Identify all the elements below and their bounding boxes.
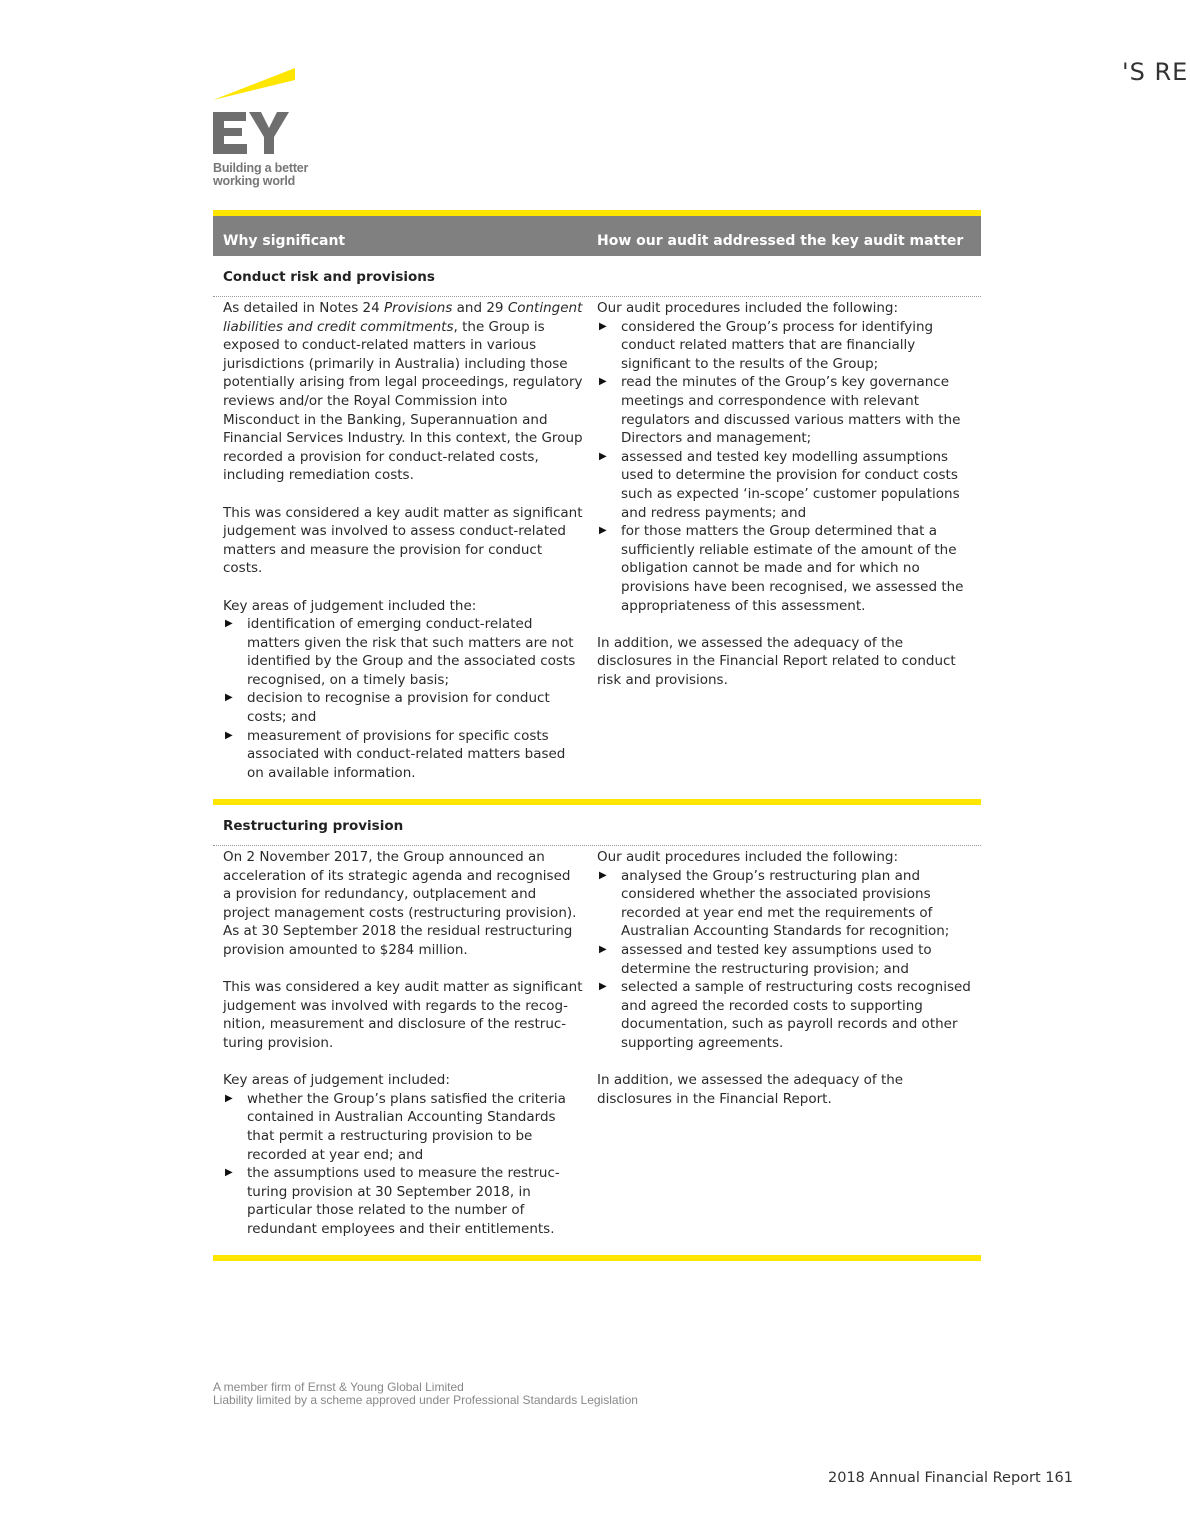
bullet-list — [223, 1090, 583, 1239]
paragraph: This was considered a key audit matter as significant judgement was involved to assess conduct-related matters and measure the provision for conduct costs. — [223, 504, 583, 577]
why-significant-column — [223, 848, 583, 1238]
paragraph: Key areas of judgement included the: — [223, 597, 477, 614]
key-audit-matters-table — [213, 210, 981, 1261]
section-title-restructuring: Restructuring provision — [213, 805, 981, 846]
section-conduct-risk — [213, 297, 981, 799]
cut-off-page-heading: 'S RE — [1122, 58, 1189, 86]
header-why-significant: Why significant — [223, 233, 346, 249]
list-item: ▶ measurement of provisions for specific costs associated with conduct-related matters based on available information. — [223, 727, 583, 783]
paragraph: This was considered a key audit matter as significant judgement was involved with regards to the recog-nition, measurement and disclosure of the restruc-turing provision. — [223, 979, 583, 1051]
list-item: ▶ assessed and tested key modelling assumptions used to determine the provision for conduct costs such as expected ‘in-scope’ customer populations and redress payments; and — [597, 448, 972, 522]
header-how-addressed: How our audit addressed the key audit matter — [597, 233, 964, 249]
paragraph: Our audit procedures included the following: — [597, 849, 899, 865]
ey-logo — [213, 68, 323, 188]
bullet-list — [223, 615, 583, 782]
logo-tagline: Building a better working world — [213, 161, 309, 188]
list-item: ▶ decision to recognise a provision for conduct costs; and — [223, 689, 583, 726]
bullet-list — [597, 318, 972, 616]
member-firm-footer: A member firm of Ernst & Young Global Limited Liability limited by a scheme approved under Professional Standards Legislation — [213, 1380, 638, 1407]
why-significant-column — [223, 299, 583, 782]
paragraph: Our audit procedures included the following: — [597, 300, 899, 316]
list-item: ▶ analysed the Group’s restructuring plan and considered whether the associated provisions recorded at year end met the requirements of Australian Accounting Standards for recognition; — [597, 867, 972, 941]
audit-response-column — [597, 848, 972, 1108]
section-title-conduct-risk: Conduct risk and provisions — [213, 256, 981, 297]
paragraph: Key areas of judgement included: — [223, 1072, 450, 1089]
page-number-label: 2018 Annual Financial Report 161 — [828, 1470, 1073, 1486]
list-item: ▶ the assumptions used to measure the restruc-turing provision at 30 September 2018, in particular those related to the number of redundant employees and their entitlements. — [223, 1164, 583, 1238]
paragraph: On 2 November 2017, the Group announced an acceleration of its strategic agenda and recognised a provision for redundancy, outplacement and project management costs (restructuring provision). As at 30 September 2018 the residual restructuring provision amounted to $284 million. — [223, 849, 577, 958]
audit-response-column — [597, 299, 972, 689]
list-item: ▶ identification of emerging conduct-related matters given the risk that such matters are not identified by the Group and the associated costs recognised, on a timely basis; — [223, 615, 583, 689]
ey-logo-mark-icon — [213, 68, 295, 156]
list-item: ▶ selected a sample of restructuring costs recognised and agreed the recorded costs to supporting documentation, such as payroll records and other supporting agreements. — [597, 978, 972, 1052]
paragraph: In addition, we assessed the adequacy of the disclosures in the Financial Report related to conduct risk and provisions. — [597, 634, 956, 688]
table-header-row — [213, 216, 981, 256]
bullet-list — [597, 867, 972, 1053]
paragraph: In addition, we assessed the adequacy of the disclosures in the Financial Report. — [597, 1072, 904, 1107]
paragraph: As detailed in Notes 24 Provisions and 29 Contingent liabilities and credit commitments, the Group is exposed to conduct-related matters in various jurisdictions (primarily in Australia) including those potentially arising from legal proceedings, regulatory reviews and/or the Royal Commission into Misconduct in the Banking, Superannuation and Financial Services Industry. In this context, the Group recorded a provision for conduct-related costs, including remediation costs. — [223, 300, 583, 484]
list-item: ▶ assessed and tested key assumptions used to determine the restructuring provision; and — [597, 941, 972, 978]
list-item: ▶ considered the Group’s process for identifying conduct related matters that are financially significant to the results of the Group; — [597, 318, 972, 374]
list-item: ▶ for those matters the Group determined that a sufficiently reliable estimate of the amount of the obligation cannot be made and for which no provisions have been recognised, we assessed the appropriateness of this assessment. — [597, 522, 972, 615]
list-item: ▶ read the minutes of the Group’s key governance meetings and correspondence with relevant regulators and discussed various matters with the Directors and management; — [597, 373, 972, 447]
table-bottom-rule — [213, 1255, 981, 1261]
list-item: ▶ whether the Group’s plans satisfied the criteria contained in Australian Accounting Standards that permit a restructuring provision to be recorded at year end; and — [223, 1090, 583, 1164]
section-restructuring — [213, 846, 981, 1255]
